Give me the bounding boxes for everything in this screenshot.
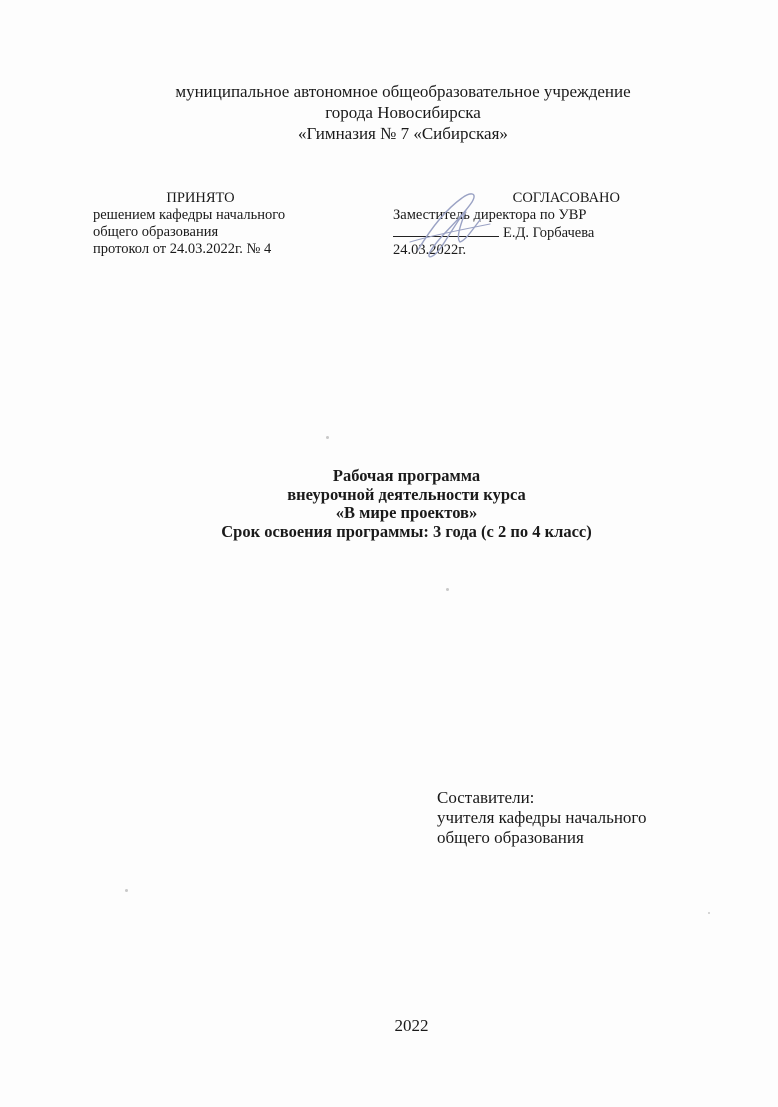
year-text: 2022 [394, 1016, 429, 1035]
scan-speck [708, 912, 710, 914]
program-line-1: Рабочая программа [332, 466, 481, 485]
scan-speck [446, 588, 449, 591]
agreed-title: СОГЛАСОВАНО [512, 190, 620, 206]
program-line-3: «В мире проектов» [335, 503, 478, 522]
program-title-block [0, 467, 778, 541]
scan-speck [125, 889, 128, 892]
institution-line-3: «Гимназия № 7 «Сибирская» [298, 124, 508, 143]
agreed-line-1: Заместитель директора по УВР [393, 207, 587, 223]
institution-line-2: города Новосибирска [325, 103, 481, 122]
authors-line-1: учителя кафедры начального [437, 808, 647, 827]
agreed-signature-line [393, 224, 623, 242]
institution-line-1: муниципальное автономное общеобразовательное учреждение [175, 82, 631, 101]
institution-header [0, 81, 778, 144]
approved-block [93, 190, 308, 258]
approved-line-2: общего образования [93, 224, 219, 240]
approved-line-3: протокол от 24.03.2022г. № 4 [93, 241, 272, 257]
program-line-4: Срок освоения программы: 3 года (с 2 по 4 класс) [221, 521, 592, 541]
agreed-date: 24.03.2022г. [393, 242, 467, 258]
authors-label: Составители: [437, 788, 535, 807]
signature-underline [393, 224, 499, 237]
year-footer [0, 1016, 778, 1036]
agreed-block [393, 190, 623, 259]
scan-speck [326, 436, 329, 439]
approved-title: ПРИНЯТО [166, 190, 235, 206]
authors-line-2: общего образования [437, 828, 584, 847]
program-line-2: внеурочной деятельности курса [287, 484, 526, 504]
agreed-signer: Е.Д. Горбачева [503, 225, 595, 241]
approved-line-1: решением кафедры начального [93, 207, 286, 223]
authors-block [437, 788, 646, 848]
